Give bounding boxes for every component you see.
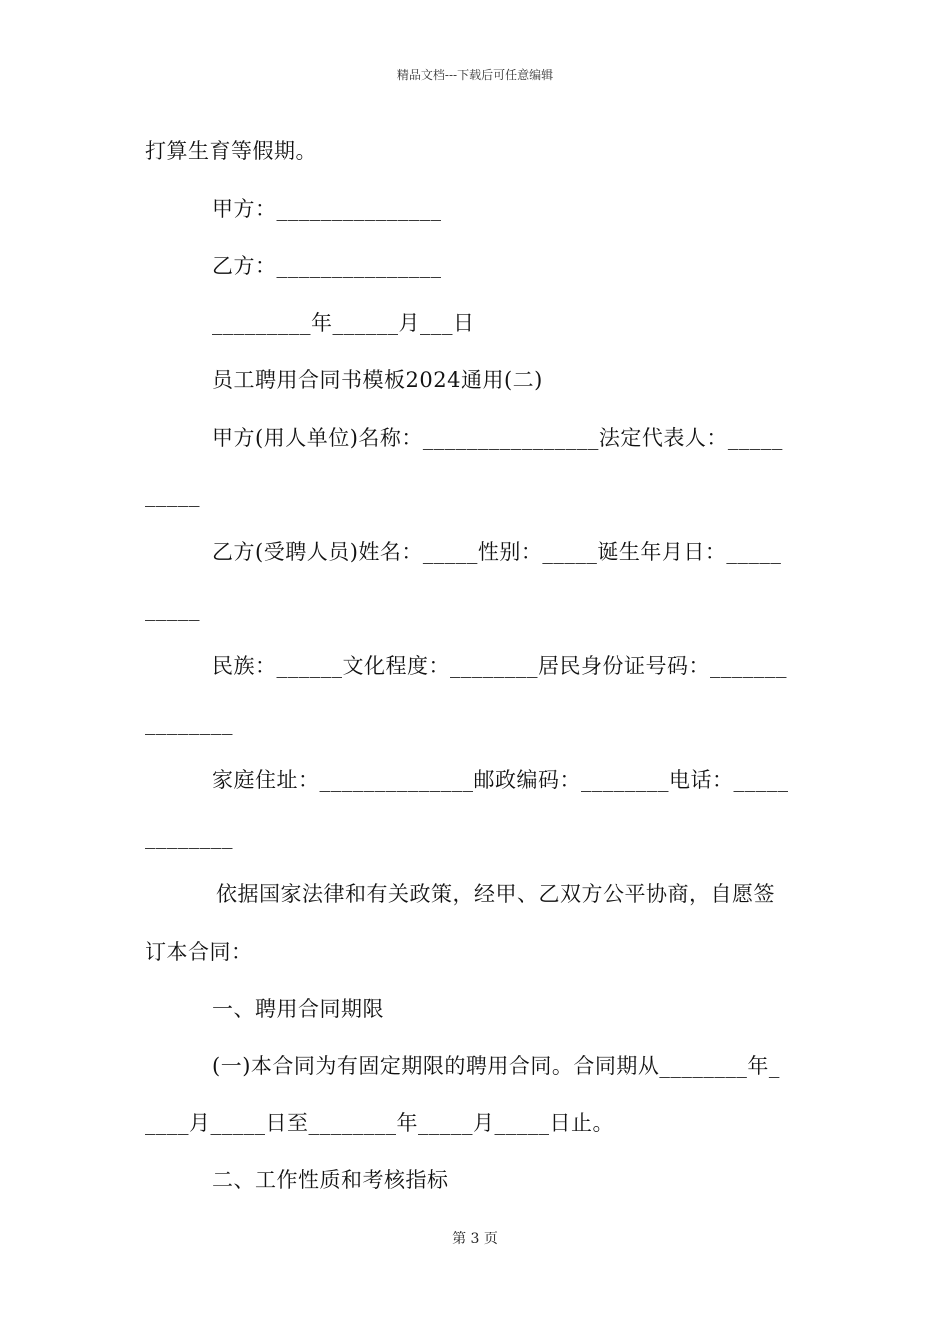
party-a-info-continuation: _____ bbox=[145, 483, 200, 507]
section-heading-1: 一、聘用合同期限 bbox=[212, 997, 384, 1021]
term-clause-line-1: (一)本合同为有固定期限的聘用合同。合同期从________年_ bbox=[212, 1054, 780, 1078]
preamble-line-1: 依据国家法律和有关政策，经甲、乙双方公平协商，自愿签 bbox=[216, 882, 775, 906]
term-clause-line-2: ____月_____日至________年_____月_____日止。 bbox=[145, 1111, 614, 1135]
party-a-info-line: 甲方(用人单位)名称：________________法定代表人：_____ bbox=[212, 426, 783, 450]
party-b-info-continuation: _____ bbox=[145, 597, 200, 621]
party-a-signature-line: 甲方：_______________ bbox=[212, 197, 442, 221]
preamble-line-2: 订本合同： bbox=[145, 940, 253, 964]
address-line: 家庭住址：______________邮政编码：________电话：_____ bbox=[212, 768, 789, 792]
party-b-info-line: 乙方(受聘人员)姓名：_____性别：_____诞生年月日：_____ bbox=[212, 540, 782, 564]
id-continuation: ________ bbox=[145, 711, 233, 735]
phone-continuation: ________ bbox=[145, 825, 233, 849]
line-1: 打算生育等假期。 bbox=[145, 139, 317, 163]
ethnicity-education-id-line: 民族：______文化程度：________居民身份证号码：_______ bbox=[212, 654, 787, 678]
document-title: 员工聘用合同书模板2024通用(二) bbox=[212, 368, 543, 392]
date-line: _________年______月___日 bbox=[212, 311, 475, 335]
party-b-signature-line: 乙方：_______________ bbox=[212, 254, 442, 278]
page-number: 第 3 页 bbox=[452, 1231, 498, 1247]
page-header: 精品文档---下载后可任意编辑 bbox=[396, 68, 554, 82]
section-heading-2: 二、工作性质和考核指标 bbox=[212, 1168, 449, 1192]
